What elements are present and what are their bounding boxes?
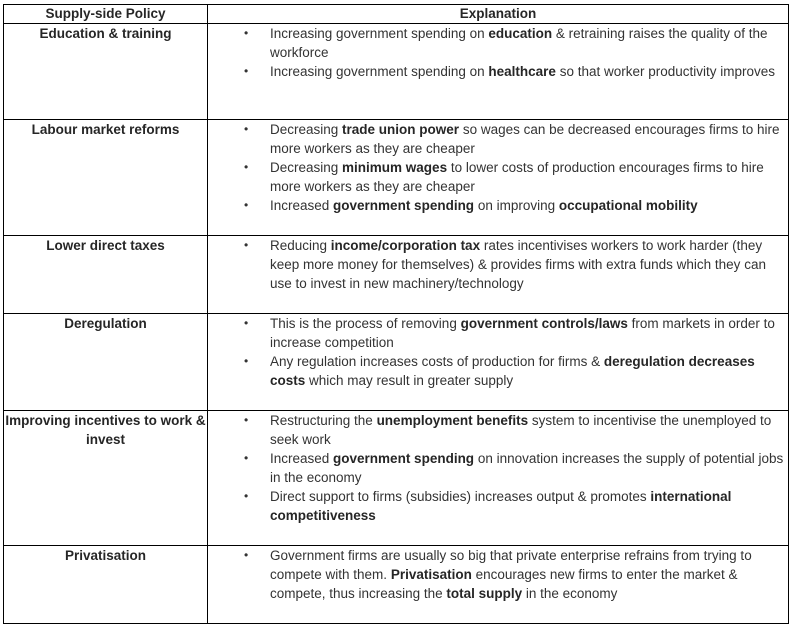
key-term: trade union power (342, 122, 460, 137)
text-run: Restructuring the (270, 413, 377, 428)
header-policy: Supply-side Policy (4, 5, 208, 24)
text-run: Increasing government spending on (270, 26, 489, 41)
explanation-cell (208, 120, 789, 236)
text-run: Government firms are usually so big that private enterprise refrains from trying to compete with them. (270, 548, 752, 582)
text-run: on innovation increases the supply of potential jobs in the economy (270, 451, 784, 485)
text-run: system to incentivise the unemployed to seek work (270, 413, 772, 447)
key-term: unemployment benefits (376, 413, 529, 428)
text-run: on improving (474, 198, 559, 213)
key-term: education (488, 26, 553, 41)
explanation-point (208, 196, 788, 215)
key-term: international competitiveness (270, 489, 732, 523)
supply-side-policy-table (3, 4, 789, 624)
explanation-point (208, 449, 788, 487)
key-term: government spending (333, 198, 475, 213)
bullet-icon: • (244, 64, 249, 78)
text-run: from markets in order to increase competition (270, 316, 775, 350)
text-run: Increasing government spending on (270, 64, 489, 79)
text-run: so that worker productivity improves (555, 64, 776, 79)
explanation-cell (208, 546, 789, 624)
key-term: total supply (446, 586, 523, 601)
policy-name: Lower direct taxes (4, 236, 208, 314)
text-run: so wages can be decreased encourages firms to hire more workers as they are cheaper (270, 122, 780, 156)
explanation-list (208, 546, 788, 603)
header-explanation: Explanation (208, 5, 789, 24)
policy-name: Labour market reforms (4, 120, 208, 236)
explanation-point (208, 487, 788, 525)
bullet-icon: • (244, 122, 249, 136)
bullet-icon: • (244, 354, 249, 368)
policy-name: Deregulation (4, 314, 208, 411)
explanation-list (208, 236, 788, 293)
policy-name: Improving incentives to work & invest (4, 411, 208, 546)
bullet-icon: • (244, 413, 249, 427)
bullet-icon: • (244, 198, 249, 212)
table-row (4, 411, 789, 546)
explanation-point (208, 546, 788, 603)
explanation-cell (208, 236, 789, 314)
text-run: rates incentivises workers to work harder (they keep more money for themselves) & provides firms with extra funds which they can use to invest in new machinery/technology (270, 238, 766, 291)
table-row (4, 314, 789, 411)
bullet-icon: • (244, 451, 249, 465)
table-row (4, 24, 789, 120)
explanation-point (208, 62, 788, 81)
explanation-cell (208, 24, 789, 120)
text-run: Any regulation increases costs of production for firms & (270, 354, 604, 369)
explanation-list (208, 120, 788, 215)
policy-name: Education & training (4, 24, 208, 120)
key-term: government spending (333, 451, 475, 466)
bullet-icon: • (244, 26, 249, 40)
key-term: government controls/laws (460, 316, 628, 331)
key-term: deregulation decreases costs (270, 354, 755, 388)
key-term: minimum wages (342, 160, 448, 175)
explanation-point (208, 352, 788, 390)
text-run: which may result in greater supply (305, 373, 514, 388)
explanation-point (208, 120, 788, 158)
table-row (4, 120, 789, 236)
header-row (4, 5, 789, 24)
table-row (4, 236, 789, 314)
table-row (4, 546, 789, 624)
text-run: Increased (270, 198, 334, 213)
text-run: to lower costs of production encourages firms to hire more workers as they are cheaper (270, 160, 764, 194)
key-term: occupational mobility (558, 198, 698, 213)
text-run: Decreasing (270, 160, 343, 175)
key-term: healthcare (488, 64, 556, 79)
bullet-icon: • (244, 548, 249, 562)
bullet-icon: • (244, 489, 249, 503)
explanation-cell (208, 411, 789, 546)
explanation-point (208, 314, 788, 352)
text-run: Direct support to firms (subsidies) increases output & promotes (270, 489, 651, 504)
explanation-point (208, 411, 788, 449)
key-term: Privatisation (390, 567, 472, 582)
explanation-list (208, 24, 788, 81)
text-run: Increased (270, 451, 334, 466)
key-term: income/corporation tax (330, 238, 481, 253)
text-run: This is the process of removing (270, 316, 461, 331)
explanation-point (208, 24, 788, 62)
policy-name: Privatisation (4, 546, 208, 624)
explanation-list (208, 314, 788, 390)
bullet-icon: • (244, 160, 249, 174)
bullet-icon: • (244, 238, 249, 252)
text-run: Decreasing (270, 122, 343, 137)
explanation-point (208, 158, 788, 196)
text-run: Reducing (270, 238, 331, 253)
bullet-icon: • (244, 316, 249, 330)
text-run: in the economy (522, 586, 618, 601)
text-run: & retraining raises the quality of the workforce (270, 26, 768, 60)
explanation-point (208, 236, 788, 293)
text-run: encourages new firms to enter the market & compete, thus increasing the (270, 567, 738, 601)
explanation-list (208, 411, 788, 525)
explanation-cell (208, 314, 789, 411)
